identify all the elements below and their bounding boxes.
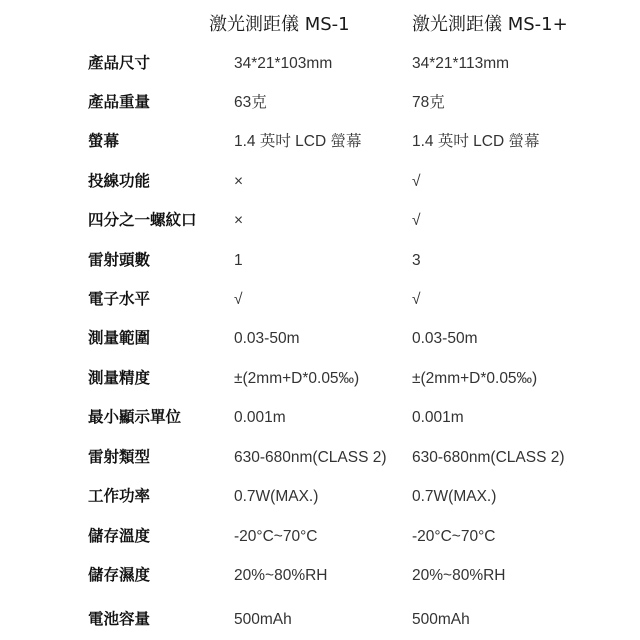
row-label: 四分之一螺紋口 <box>88 211 197 229</box>
cell-ms1-plus: 3 <box>412 252 421 269</box>
cell-ms1-plus: 0.7W(MAX.) <box>412 488 497 505</box>
cell-ms1: 0.03-50m <box>234 330 300 347</box>
table-row <box>0 83 640 122</box>
table-row <box>0 477 640 516</box>
table-row <box>0 201 640 240</box>
row-label: 儲存濕度 <box>88 566 151 584</box>
row-label: 電池容量 <box>88 610 151 628</box>
table-row <box>0 556 640 595</box>
cell-ms1-plus: √ <box>412 212 421 229</box>
cell-ms1: 630-680nm(CLASS 2) <box>234 449 387 466</box>
table-row <box>0 398 640 437</box>
row-label: 螢幕 <box>88 132 120 150</box>
cell-ms1: 20%~80%RH <box>234 567 328 584</box>
row-label: 最小顯示單位 <box>88 408 182 426</box>
table-row <box>0 44 640 83</box>
table-header <box>0 8 640 42</box>
table-row <box>0 241 640 280</box>
cell-ms1-plus: ±(2mm+D*0.05‰) <box>412 370 538 387</box>
table-row <box>0 359 640 398</box>
table-row <box>0 162 640 201</box>
cell-ms1-plus: 20%~80%RH <box>412 567 506 584</box>
table-row <box>0 517 640 556</box>
cell-ms1: 1.4 英吋 LCD 螢幕 <box>234 133 362 150</box>
table-row <box>0 280 640 319</box>
table-row <box>0 600 640 639</box>
cell-ms1-plus: 630-680nm(CLASS 2) <box>412 449 565 466</box>
cell-ms1: 63克 <box>234 94 267 111</box>
table-row <box>0 122 640 161</box>
row-label: 雷射頭數 <box>88 251 151 269</box>
cell-ms1: 500mAh <box>234 611 292 628</box>
table-row <box>0 319 640 358</box>
cell-ms1-plus: 0.03-50m <box>412 330 478 347</box>
cell-ms1: -20°C~70°C <box>234 528 318 545</box>
row-label: 投線功能 <box>88 172 151 190</box>
cell-ms1: 1 <box>234 252 243 269</box>
row-label: 工作功率 <box>88 487 151 505</box>
cell-ms1-plus: 78克 <box>412 94 445 111</box>
cell-ms1-plus: 500mAh <box>412 611 470 628</box>
row-label: 雷射類型 <box>88 448 151 466</box>
table-row <box>0 438 640 477</box>
cell-ms1: 34*21*103mm <box>234 55 333 72</box>
column-header-ms1-plus: 激光測距儀 MS-1+ <box>412 14 568 35</box>
column-header-ms1: 激光測距儀 MS-1 <box>209 14 350 35</box>
row-label: 產品尺寸 <box>88 54 151 72</box>
cell-ms1-plus: 0.001m <box>412 409 464 426</box>
row-label: 產品重量 <box>88 93 151 111</box>
cell-ms1-plus: 1.4 英吋 LCD 螢幕 <box>412 133 540 150</box>
row-label: 儲存溫度 <box>88 527 151 545</box>
row-label: 測量精度 <box>88 369 151 387</box>
cell-ms1: × <box>234 173 244 190</box>
cell-ms1: 0.001m <box>234 409 286 426</box>
cell-ms1-plus: √ <box>412 291 421 308</box>
cell-ms1: × <box>234 212 244 229</box>
cell-ms1-plus: -20°C~70°C <box>412 528 496 545</box>
cell-ms1: ±(2mm+D*0.05‰) <box>234 370 360 387</box>
cell-ms1-plus: √ <box>412 173 421 190</box>
cell-ms1-plus: 34*21*113mm <box>412 55 510 72</box>
row-label: 測量範圍 <box>88 329 151 347</box>
row-label: 電子水平 <box>88 290 151 308</box>
cell-ms1: √ <box>234 291 243 308</box>
cell-ms1: 0.7W(MAX.) <box>234 488 319 505</box>
